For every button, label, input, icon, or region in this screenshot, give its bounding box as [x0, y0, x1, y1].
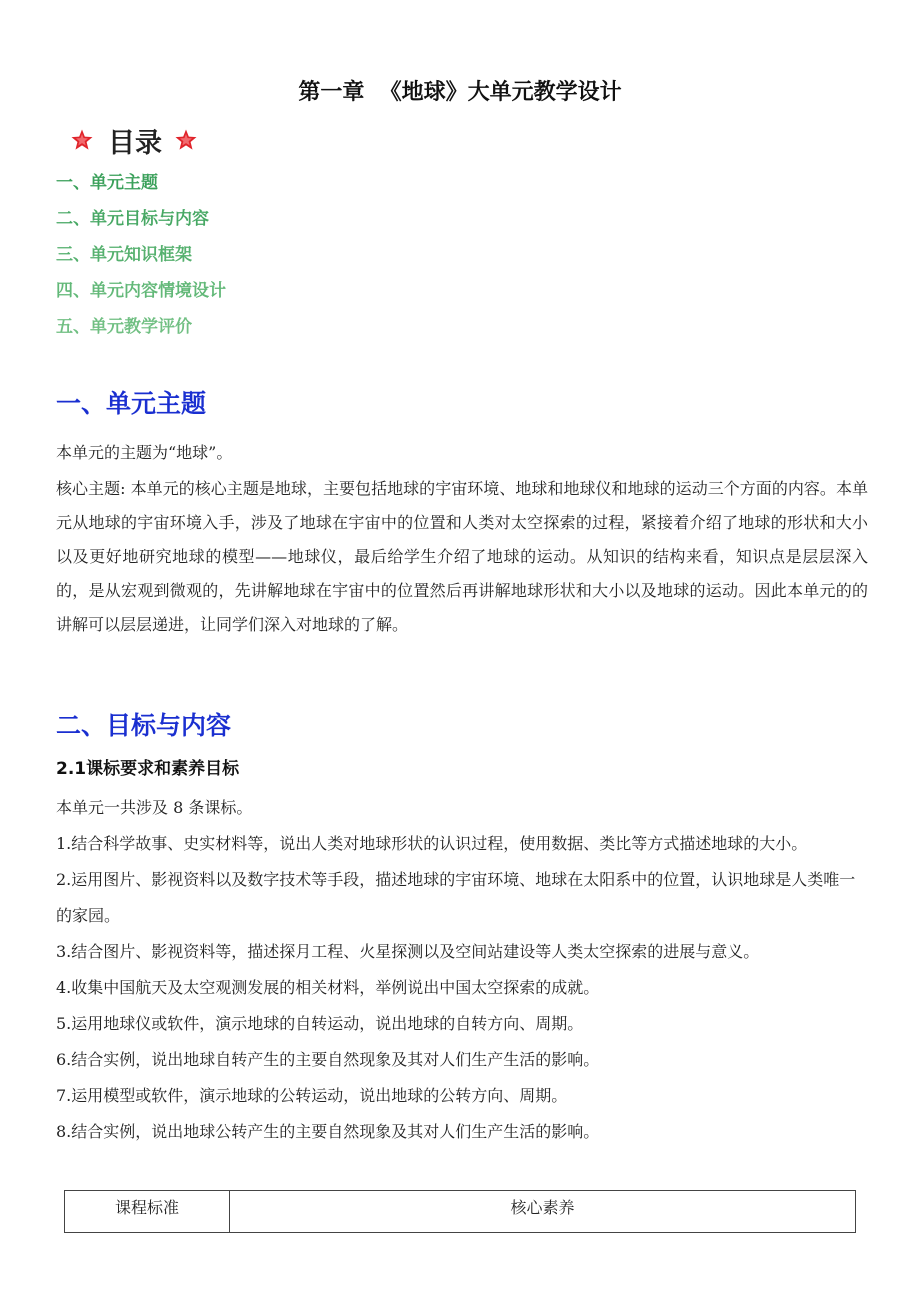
standards-table — [64, 1190, 856, 1233]
list-item: 4.收集中国航天及太空观测发展的相关材料，举例说出中国太空探索的成就。 — [56, 978, 600, 997]
red-star-icon — [70, 128, 94, 152]
list-item: 1.结合科学故事、史实材料等，说出人类对地球形状的认识过程，使用数据、类比等方式描述地球的大小。 — [56, 834, 808, 853]
list-item: 2.运用图片、影视资料以及数字技术等手段，描述地球的宇宙环境、地球在太阳系中的位置，认识地球是人类唯一的家园。 — [56, 870, 856, 925]
toc-item[interactable]: 三、单元知识框架 — [56, 245, 192, 265]
sub-heading-standards: 2.1课标要求和素养目标 — [56, 759, 240, 779]
toc-item[interactable]: 四、单元内容情境设计 — [56, 281, 226, 301]
list-item: 8.结合实例，说出地球公转产生的主要自然现象及其对人们生产生活的影响。 — [56, 1122, 600, 1141]
list-item: 6.结合实例，说出地球自转产生的主要自然现象及其对人们生产生活的影响。 — [56, 1050, 600, 1069]
toc-item[interactable]: 一、单元主题 — [56, 173, 158, 193]
section-heading-unit-theme: 一、单元主题 — [56, 389, 207, 418]
toc-list — [56, 166, 226, 346]
list-item: 7.运用模型或软件，演示地球的公转运动，说出地球的公转方向、周期。 — [56, 1086, 568, 1105]
section1-body: 核心主题: 本单元的核心主题是地球，主要包括地球的宇宙环境、地球和地球仪和地球的运动三个方面的内容。本单元从地球的宇宙环境入手，涉及了地球在宇宙中的位置和人类对太空探索的过程，紧接着介绍了地球的形状和大小以及更好地研究地球的模型——地球仪，最后给学生介绍了地球的运动。从知识的结构来看，知识点是层层深入的，是从宏观到微观的，先讲解地球在宇宙中的位置然后再讲解地球形状和大小以及地球的运动。因此本单元的的讲解可以层层递进，让同学们深入对地球的了解。 — [56, 479, 868, 634]
section1-intro: 本单元的主题为“地球”。 — [56, 443, 233, 462]
toc-title: 目录 — [108, 127, 162, 159]
table-header-cell: 核心素养 — [230, 1191, 856, 1233]
toc-item[interactable]: 二、单元目标与内容 — [56, 209, 209, 229]
table-header-cell: 课程标准 — [65, 1191, 230, 1233]
list-item: 5.运用地球仪或软件，演示地球的自转运动，说出地球的自转方向、周期。 — [56, 1014, 584, 1033]
toc-header — [70, 122, 198, 158]
toc-item[interactable]: 五、单元教学评价 — [56, 317, 192, 337]
table-header-row — [65, 1191, 856, 1233]
page-title: 第一章 《地球》大单元教学设计 — [298, 79, 622, 105]
standards-list — [56, 790, 868, 1150]
list-item: 本单元一共涉及 8 条课标。 — [56, 798, 253, 817]
section-heading-goals-content: 二、目标与内容 — [56, 711, 232, 740]
red-star-icon — [174, 128, 198, 152]
list-item: 3.结合图片、影视资料等，描述探月工程、火星探测以及空间站建设等人类太空探索的进展与意义。 — [56, 942, 760, 961]
